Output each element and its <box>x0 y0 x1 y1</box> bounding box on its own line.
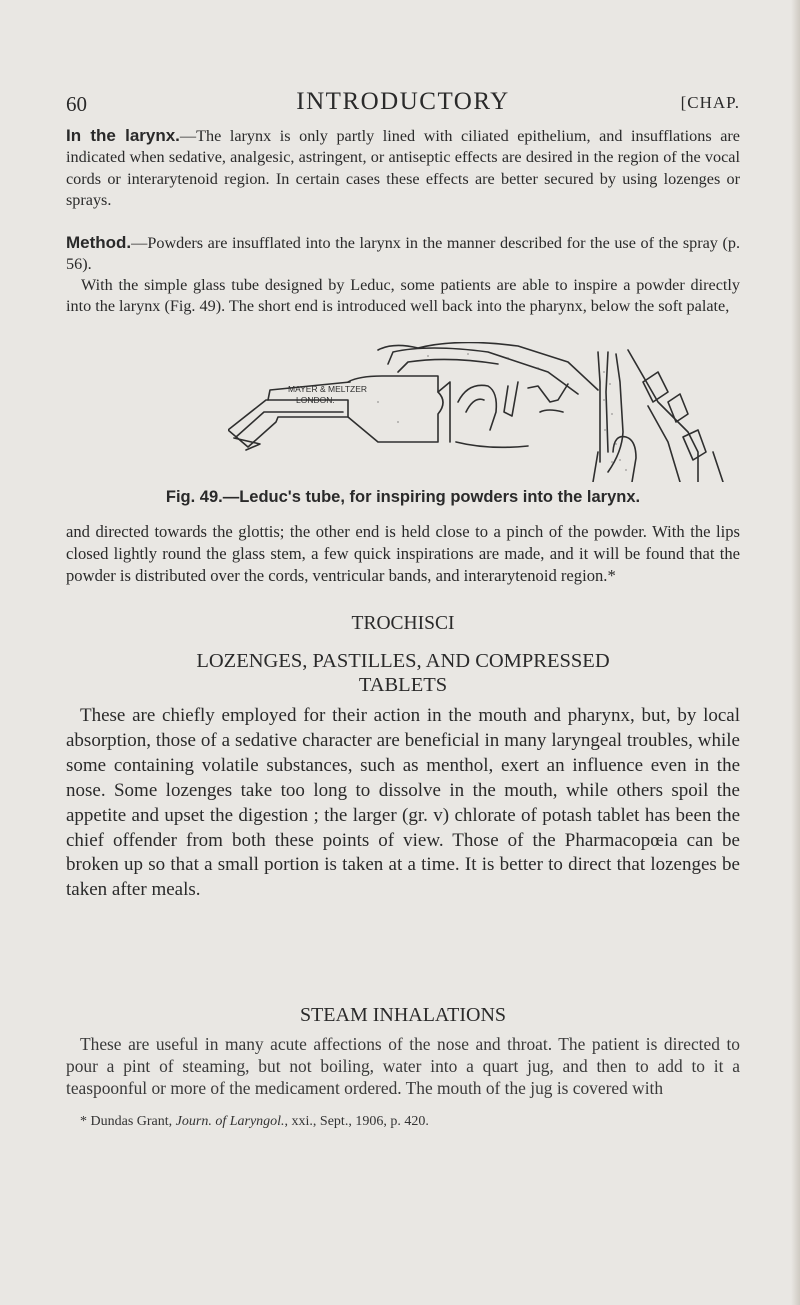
footnote-text: * Dundas Grant, <box>80 1114 176 1129</box>
leduc-tube-figure <box>228 342 742 482</box>
method-continuation: With the simple glass tube designed by Leduc, some patients are able to inspire a powder directly into the larynx (Fig. 49). The short end is introduced well back into the pharynx, below the soft palate, <box>66 276 740 316</box>
page-fold-shadow <box>791 0 800 1305</box>
larynx-text: —The larynx is only partly lined with ciliated epithelium, and insufflations are indicated when sedative, analgesic, astringent, or antiseptic effects are desired in the region of the vocal cords or interarytenoid region. In certain cases these effects are better secured by using lozenges or sprays. <box>66 127 740 210</box>
chapter-label: [CHAP. <box>680 93 740 112</box>
steam-heading: STEAM INHALATIONS <box>299 1004 507 1026</box>
lozenges-subheading-line2: TABLETS <box>358 674 448 696</box>
trochisci-paragraph: These are chiefly employed for their action in the mouth and pharynx, but, by local absorption, those of a sedative character are beneficial in many laryngeal troubles, while some containing volatile substances, such as menthol, exert an influence even in the nose. Some lozenges take too long to dissolve in the mouth, while others spoil the appetite and upset the digestion ; the larger (gr. v) chlorate of potash tablet has been the chief offender from both these points of view. Those of the Pharmacopœia can be broken up so that a small portion is taken at a time. It is better to direct that lozenges be taken after meals. <box>66 705 740 901</box>
maker-stamp-line2: LONDON. <box>296 395 335 405</box>
footnote-journal: Journ. of Laryngol. <box>175 1114 285 1129</box>
running-title: INTRODUCTORY <box>296 88 510 115</box>
steam-paragraph: These are useful in many acute affections of the nose and throat. The patient is directed to pour a pint of steaming, but not boiling, water into a quart jug, and then to add to it a teaspoonful or more of the medicament ordered. The mouth of the jug is covered with <box>66 1034 740 1099</box>
method-runin: Method. <box>66 233 132 252</box>
page-header <box>66 88 740 122</box>
method-text: —Powders are insufflated into the larynx in the manner described for the use of the spray (p. 56). <box>66 234 740 274</box>
lozenges-subheading-line1: LOZENGES, PASTILLES, AND COMPRESSED <box>196 650 610 672</box>
figure-caption: Fig. 49.—Leduc's tube, for inspiring powders into the larynx. <box>165 488 641 506</box>
page-number: 60 <box>66 92 87 116</box>
after-figure-paragraph: and directed towards the glottis; the other end is held close to a pinch of the powder. With the lips closed lightly round the glass stem, a few quick inspirations are made, and it will be found that the powder is distributed over the cords, ventricular bands, and interarytenoid region.* <box>66 522 740 585</box>
trochisci-heading: TROCHISCI <box>351 613 455 634</box>
method-paragraph <box>66 232 740 276</box>
larynx-runin: In the larynx. <box>66 126 180 145</box>
footnote <box>66 1114 754 1130</box>
larynx-paragraph <box>66 125 740 212</box>
footnote-rest: , xxi., Sept., 1906, p. 420. <box>284 1114 429 1129</box>
maker-stamp-line1: MAYER & MELTZER <box>288 384 368 394</box>
